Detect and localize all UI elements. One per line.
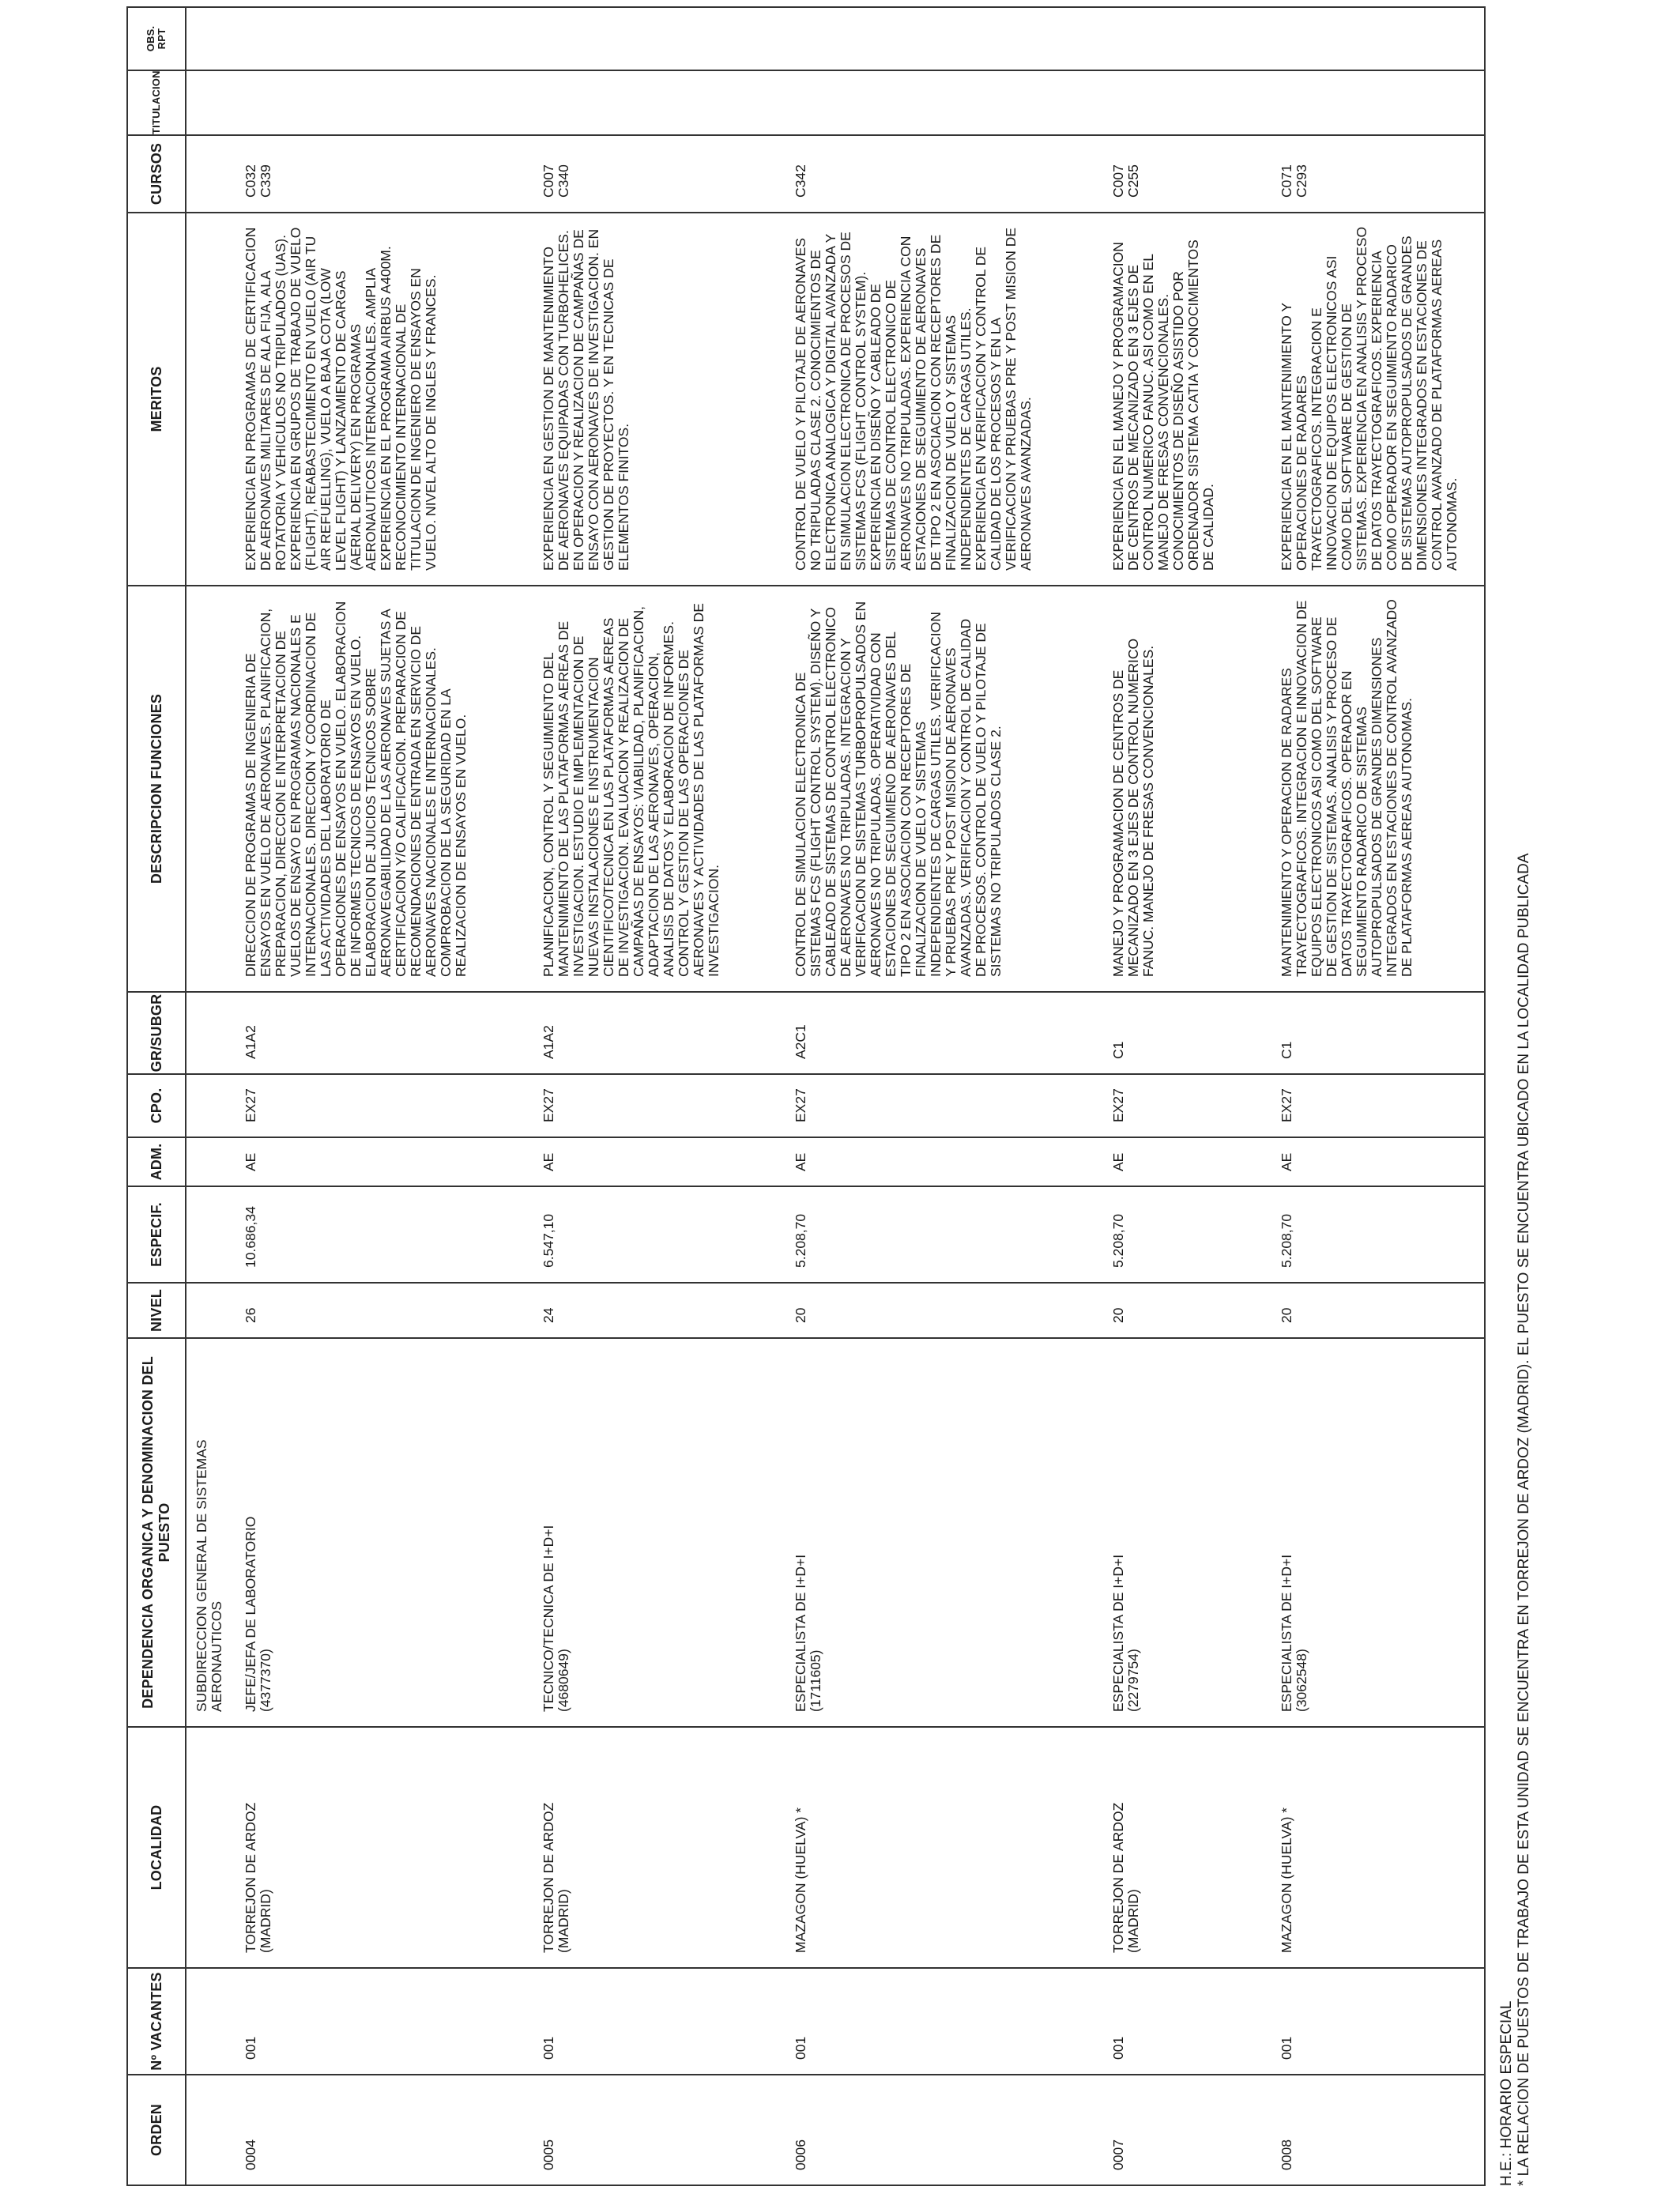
header-gr: GR/SUBGR <box>127 992 186 1074</box>
cell-cursos <box>1064 135 1232 213</box>
curso-code: C007 <box>1110 164 1126 198</box>
cell-cursos <box>494 135 745 213</box>
curso-code: C342 <box>792 164 808 198</box>
header-meritos: MERITOS <box>127 213 186 586</box>
vacancies-table <box>126 6 1486 2186</box>
cell-meritos: EXPERIENCIA EN EL MANTENIMIENTO Y OPERACIONES DE RADARES TRAYECTOGRAFICOS. INTEGRACION E INNOVACION DE EQUIPOS ELECTRONICOS ASI COMO DEL SOFTWARE DE GESTION DE SISTEMAS. EXPERIENCIA EN ANALISIS Y PROCESO DE DATOS TRAYECTOGRAFICOS. EXPERIENCIA COMO OPERADOR EN SEGUIMIENTO RADARICO DE SISTEMAS AUTOPROPULSADOS DE GRANDES DIMENSIONES INTEGRADOS EN ESTACIONES DE CONTROL AVANZADO DE PLATAFORMAS AEREAS AUTONOMAS. <box>1232 213 1485 586</box>
cell-titulacion <box>229 70 494 135</box>
footnote-asterisk: * LA RELACION DE PUESTOS DE TRABAJO DE ESTA UNIDAD SE ENCUENTRA EN TORREJON DE ARDOZ (MADRID). EL PUESTO SE ENCUENTRA UBICADO EN LA LOCALIDAD PUBLICADA <box>1516 853 1532 2186</box>
cell-vacantes: 001 <box>494 1968 745 2075</box>
cell-gr: A2C1 <box>746 992 1064 1074</box>
cell-localidad: TORREJON DE ARDOZ (MADRID) <box>229 1727 494 1968</box>
cell-gr: A1A2 <box>494 992 745 1074</box>
cell-meritos: CONTROL DE VUELO Y PILOTAJE DE AERONAVES NO TRIPULADAS CLASE 2. CONOCIMIENTOS DE ELECTRONICA ANALOGICA Y DIGITAL AVANZADA Y EN SIMULACION ELECTRONICA DE PROCESOS DE SISTEMAS FCS (FLIGHT CONTROL SYSTEM). EXPERIENCIA EN DISEÑO Y CABLEADO DE SISTEMAS DE CONTROL ELECTRONICO DE AERONAVES NO TRIPULADAS. EXPERIENCIA CON ESTACIONES DE SEGUIMIENTO DE AERONAVES DE TIPO 2 EN ASOCIACION CON RECEPTORES DE FINALIZACION DE VUELO Y SISTEMAS INDEPENDIENTES DE CARGAS UTILES. EXPERIENCIA EN VERIFICACION Y CONTROL DE CALIDAD DE LOS PROCESOS Y EN LA VERIFICACION Y PRUEBAS PRE Y POST MISION DE AERONAVES AVANZADAS. <box>746 213 1064 586</box>
cell-adm: AE <box>229 1137 494 1186</box>
header-vacantes: Nº VACANTES <box>127 1968 186 2075</box>
curso-code: C339 <box>258 164 273 198</box>
table-row <box>746 7 1064 2185</box>
section-title: SUBDIRECCION GENERAL DE SISTEMAS AERONAUTICOS <box>186 1338 229 1727</box>
footnote-he: H.E.: HORARIO ESPECIAL <box>1498 2000 1515 2186</box>
cell-nivel: 26 <box>229 1283 494 1338</box>
puesto-code: (1711605) <box>807 1649 823 1712</box>
cell-vacantes: 001 <box>1232 1968 1485 2075</box>
cell-especif: 6.547,10 <box>494 1186 745 1283</box>
cell-obs <box>1064 7 1232 70</box>
cell-orden: 0008 <box>1232 2075 1485 2185</box>
cell-vacantes: 001 <box>1064 1968 1232 2075</box>
puesto-name: ESPECIALISTA DE I+D+I <box>1279 1554 1295 1712</box>
cell-nivel: 20 <box>1232 1283 1485 1338</box>
curso-code: C032 <box>243 164 258 198</box>
curso-code: C071 <box>1279 164 1295 198</box>
header-adm: ADM. <box>127 1137 186 1186</box>
cell-cursos <box>229 135 494 213</box>
curso-code: C293 <box>1294 164 1310 198</box>
cell-funciones: MANTENIMIENTO Y OPERACION DE RADARES TRAYECTOGRAFICOS. INTEGRACION E INNOVACION DE EQUIPOS ELECTRONICOS ASI COMO DEL SOFTWARE DE GESTION DE SISTEMAS. ANALISIS Y PROCESO DE DATOS TRAYECTOGRAFICOS. OPERADOR EN SEGUIMIENTO RADARICO DE SISTEMAS AUTOPROPULSADOS DE GRANDES DIMENSIONES INTEGRADOS EN ESTACIONES DE CONTROL AVANZADO DE PLATAFORMAS AEREAS AUTONOMAS. <box>1232 586 1485 992</box>
cell-obs <box>746 7 1064 70</box>
curso-code: C340 <box>556 164 572 198</box>
cell-nivel: 20 <box>746 1283 1064 1338</box>
header-titulacion: TITULACION <box>127 70 186 135</box>
cell-adm: AE <box>1064 1137 1232 1186</box>
cell-especif: 5.208,70 <box>1064 1186 1232 1283</box>
cell-puesto <box>229 1338 494 1727</box>
puesto-name: JEFE/JEFA DE LABORATORIO <box>243 1516 258 1712</box>
cell-funciones: CONTROL DE SIMULACION ELECTRONICA DE SISTEMAS FCS (FLIGHT CONTROL SYSTEM). DISEÑO Y CABLEADO DE SISTEMAS DE CONTROL ELECTRONICO DE AERONAVES NO TRIPULADAS. INTEGRACION Y VERIFICACION DE SISTEMAS TURBOPROPULSADOS EN AERONAVES NO TRIPULADAS. OPERATIVIDAD CON ESTACIONES DE SEGUIMIENO DE AERONAVES DEL TIPO 2 EN ASOCIACION CON RECEPTORES DE FINALIZACION DE VUELO Y SISTEMAS INDEPENDIENTES DE CARGAS UTILES. VERIFICACION Y PRUEBAS PRE Y POST MISION DE AERONAVES AVANZADAS. VERIFICACION Y CONTROL DE CALIDAD DE PROCESOS. CONTROL DE VUELO Y PILOTAJE DE SISTEMAS NO TRIPULADOS CLASE 2. <box>746 586 1064 992</box>
footnotes <box>1498 13 1533 2186</box>
puesto-name: TECNICO/TECNICA DE I+D+I <box>541 1525 557 1712</box>
cell-localidad: TORREJON DE ARDOZ (MADRID) <box>1064 1727 1232 1968</box>
cell-puesto <box>746 1338 1064 1727</box>
cell-localidad: MAZAGON (HUELVA) * <box>746 1727 1064 1968</box>
cell-localidad: MAZAGON (HUELVA) * <box>1232 1727 1485 1968</box>
cell-meritos: EXPERIENCIA EN EL MANEJO Y PROGRAMACION DE CENTROS DE MECANIZADO EN 3 EJES DE CONTROL NUMERICO FANUC. ASI COMO EN EL MANEJO DE FRESAS CONVENCIONALES. CONOCIMIENTOS DE DISEÑO ASISTIDO POR ORDENADOR SISTEMA CATIA Y CONOCIMIENTOS DE CALIDAD. <box>1064 213 1232 586</box>
puesto-code: (4377370) <box>258 1649 273 1712</box>
cell-vacantes: 001 <box>229 1968 494 2075</box>
header-orden: ORDEN <box>127 2075 186 2185</box>
cell-orden: 0006 <box>746 2075 1064 2185</box>
cell-gr: C1 <box>1232 992 1485 1074</box>
cell-especif: 5.208,70 <box>1232 1186 1485 1283</box>
cell-gr: A1A2 <box>229 992 494 1074</box>
cell-titulacion <box>746 70 1064 135</box>
header-dependencia: DEPENDENCIA ORGANICA Y DENOMINACION DEL PUESTO <box>127 1338 186 1727</box>
header-obs-line2: RPT <box>156 28 168 50</box>
header-localidad: LOCALIDAD <box>127 1727 186 1968</box>
table-row <box>229 7 494 2185</box>
cell-funciones: MANEJO Y PROGRAMACION DE CENTROS DE MECANIZADO EN 3 EJES DE CONTROL NUMERICO FANUC. MANEJO DE FRESAS CONVENCIONALES. <box>1064 586 1232 992</box>
cell-cursos <box>1232 135 1485 213</box>
header-row <box>127 7 186 2185</box>
cell-cpo: EX27 <box>229 1074 494 1137</box>
header-cpo: CPO. <box>127 1074 186 1137</box>
header-obs <box>127 7 186 70</box>
cell-obs <box>1232 7 1485 70</box>
cell-puesto <box>1064 1338 1232 1727</box>
cell-funciones: DIRECCION DE PROGRAMAS DE INGENIERIA DE ENSAYOS EN VUELO DE AERONAVES. PLANIFICACION, PREPARACION, DIRECCION E INTERPRETACION DE VUELOS DE ENSAYO EN PROGRAMAS NACIONALES E INTERNACIONALES. DIRECCION Y COORDINACION DE LAS ACTIVIDADES DEL LABORATORIO DE OPERACIONES DE ENSAYOS EN VUELO. ELABORACION DE INFORMES TECNICOS DE ENSAYOS EN VUELO. ELABORACION DE JUICIOS TECNICOS SOBRE AERONAVEGABILIDAD DE LAS AERONAVES SUJETAS A CERTIFICACION Y/O CALIFICACION. PREPARACION DE RECOMENDACIONES DE ENTRADA EN SERVICIO DE AERONAVES NACIONALES E INTERNACIONALES. COMPROBACION DE LA SEGURIDAD EN LA REALIZACION DE ENSAYOS EN VUELO. <box>229 586 494 992</box>
cell-localidad: TORREJON DE ARDOZ (MADRID) <box>494 1727 745 1968</box>
curso-code: C255 <box>1125 164 1141 198</box>
cell-cpo: EX27 <box>1064 1074 1232 1137</box>
cell-cursos <box>746 135 1064 213</box>
puesto-name: ESPECIALISTA DE I+D+I <box>1110 1554 1126 1712</box>
cell-titulacion <box>494 70 745 135</box>
puesto-code: (2279754) <box>1125 1649 1141 1712</box>
cell-especif: 5.208,70 <box>746 1186 1064 1283</box>
header-obs-line1: OBS. <box>145 25 156 52</box>
cell-titulacion <box>1064 70 1232 135</box>
cell-meritos: EXPERIENCIA EN GESTION DE MANTENIMIENTO DE AERONAVES EQUIPADAS CON TURBOHELICES. EN OPERACION Y REALIZACION DE CAMPAÑAS DE ENSAYO CON AERONAVES DE INVESTIGACION. EN GESTION DE PROYECTOS. Y EN TECNICAS DE ELEMENTOS FINITOS. <box>494 213 745 586</box>
cell-nivel: 20 <box>1064 1283 1232 1338</box>
cell-cpo: EX27 <box>1232 1074 1485 1137</box>
cell-adm: AE <box>1232 1137 1485 1186</box>
cell-vacantes: 001 <box>746 1968 1064 2075</box>
cell-orden: 0005 <box>494 2075 745 2185</box>
cell-puesto <box>494 1338 745 1727</box>
cell-orden: 0004 <box>229 2075 494 2185</box>
cell-orden: 0007 <box>1064 2075 1232 2185</box>
cell-cpo: EX27 <box>494 1074 745 1137</box>
cell-gr: C1 <box>1064 992 1232 1074</box>
header-funciones: DESCRIPCION FUNCIONES <box>127 586 186 992</box>
cell-meritos: EXPERIENCIA EN PROGRAMAS DE CERTIFICACION DE AERONAVES MILITARES DE ALA FIJA, ALA ROTATORIA Y VEHICULOS NO TRIPULADOS (UAS). EXPERIENCIA EN GRUPOS DE TRABAJO DE VUELO (FLIGHT), REABASTECIMIENTO EN VUELO (AIR TU AIR REFUELLING), VUELO A BAJA COTA (LOW LEVEL FLIGHT) Y LANZAMIENTO DE CARGAS (AERIAL DELIVERY) EN PROGRAMAS AERONAUTICOS INTERNACIONALES. AMPLIA EXPERIENCIA EN EL PROGRAMA AIRBUS A400M. RECONOCIMIENTO INTERNACIONAL DE TITULACION DE INGENIERO DE ENSAYOS EN VUELO. NIVEL ALTO DE INGLES Y FRANCES. <box>229 213 494 586</box>
section-row <box>186 7 229 2185</box>
cell-adm: AE <box>494 1137 745 1186</box>
table-row <box>1232 7 1485 2185</box>
cell-especif: 10.686,34 <box>229 1186 494 1283</box>
header-especif: ESPECIF. <box>127 1186 186 1283</box>
cell-puesto <box>1232 1338 1485 1727</box>
cell-obs <box>229 7 494 70</box>
curso-code: C007 <box>541 164 557 198</box>
cell-obs <box>494 7 745 70</box>
puesto-code: (4680649) <box>556 1649 572 1712</box>
header-nivel: NIVEL <box>127 1283 186 1338</box>
cell-nivel: 24 <box>494 1283 745 1338</box>
cell-cpo: EX27 <box>746 1074 1064 1137</box>
table-row <box>1064 7 1232 2185</box>
header-cursos: CURSOS <box>127 135 186 213</box>
cell-funciones: PLANIFICACION, CONTROL Y SEGUIMIENTO DEL MANTENIMIENTO DE LAS PLATAFORMAS AEREAS DE INVESTIGACION. ESTUDIO E IMPLEMENTACION DE NUEVAS INSTALACIONES E INSTRUMENTACION CIENTIFICO/TECNICA EN LAS PLATAFORMAS AEREAS DE INVESTIGACION. EVALUACION Y REALIZACION DE CAMPAÑAS DE ENSAYOS: VIABILIDAD, PLANIFICACION, ADAPTACION DE LAS AERONAVES, OPERACION, ANALISIS DE DATOS Y ELABORACION DE INFORMES. CONTROL Y GESTION DE LAS OPERACIONES DE AERONAVES Y ACTIVIDADES DE LAS PLATAFORMAS DE INVESTIGACION. <box>494 586 745 992</box>
puesto-code: (3062548) <box>1294 1649 1310 1712</box>
cell-titulacion <box>1232 70 1485 135</box>
cell-adm: AE <box>746 1137 1064 1186</box>
puesto-name: ESPECIALISTA DE I+D+I <box>792 1554 808 1712</box>
table-row <box>494 7 745 2185</box>
